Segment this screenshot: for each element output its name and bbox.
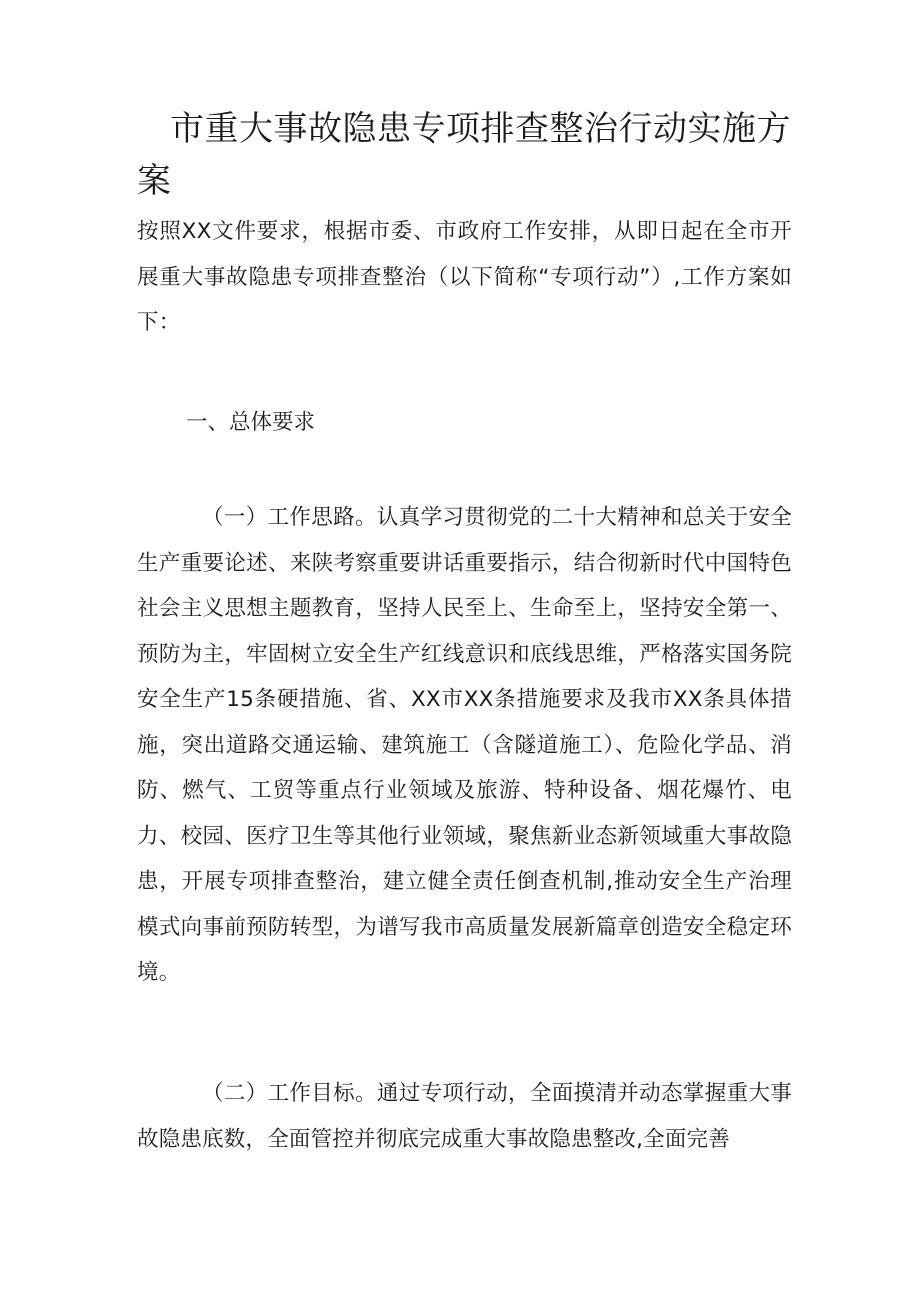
paragraph-work-goals: （二）工作目标。通过专项行动，全面摸清并动态掌握重大事故隐患底数，全面管控并彻底完成重大事故隐患整改,全面完善 <box>137 1081 792 1152</box>
intro-paragraph: 按照XX文件要求，根据市委、市政府工作安排，从即日起在全市开展重大事故隐患专项排查整治（以下简称“专项行动”）,工作方案如下： <box>137 219 792 335</box>
document-title: 市重大事故隐患专项排查整治行动实施方案 <box>137 109 791 201</box>
section-heading-general-requirements: 一、总体要求 <box>186 410 316 435</box>
paragraph-work-approach: （一）工作思路。认真学习贯彻党的二十大精神和总关于安全生产重要论述、来陕考察重要讲话重要指示，结合彻新时代中国特色社会主义思想主题教育，坚持人民至上、生命至上，坚持安全第一、预防为主，牢固树立安全生产红线意识和底线思维，严格落实国务院安全生产15条硬措施、省、XX市XX条措施要求及我市XX条具体措施，突出道路交通运输、建筑施工（含隧道施工）、危险化学品、消防、燃气、工贸等重点行业领域及旅游、特种设备、烟花爆竹、电力、校园、医疗卫生等其他行业领域，聚焦新业态新领域重大事故隐患，开展专项排查整治，建立健全责任倒查机制,推动安全生产治理模式向事前预防转型，为谱写我市高质量发展新篇章创造安全稳定环境。 <box>137 505 792 985</box>
